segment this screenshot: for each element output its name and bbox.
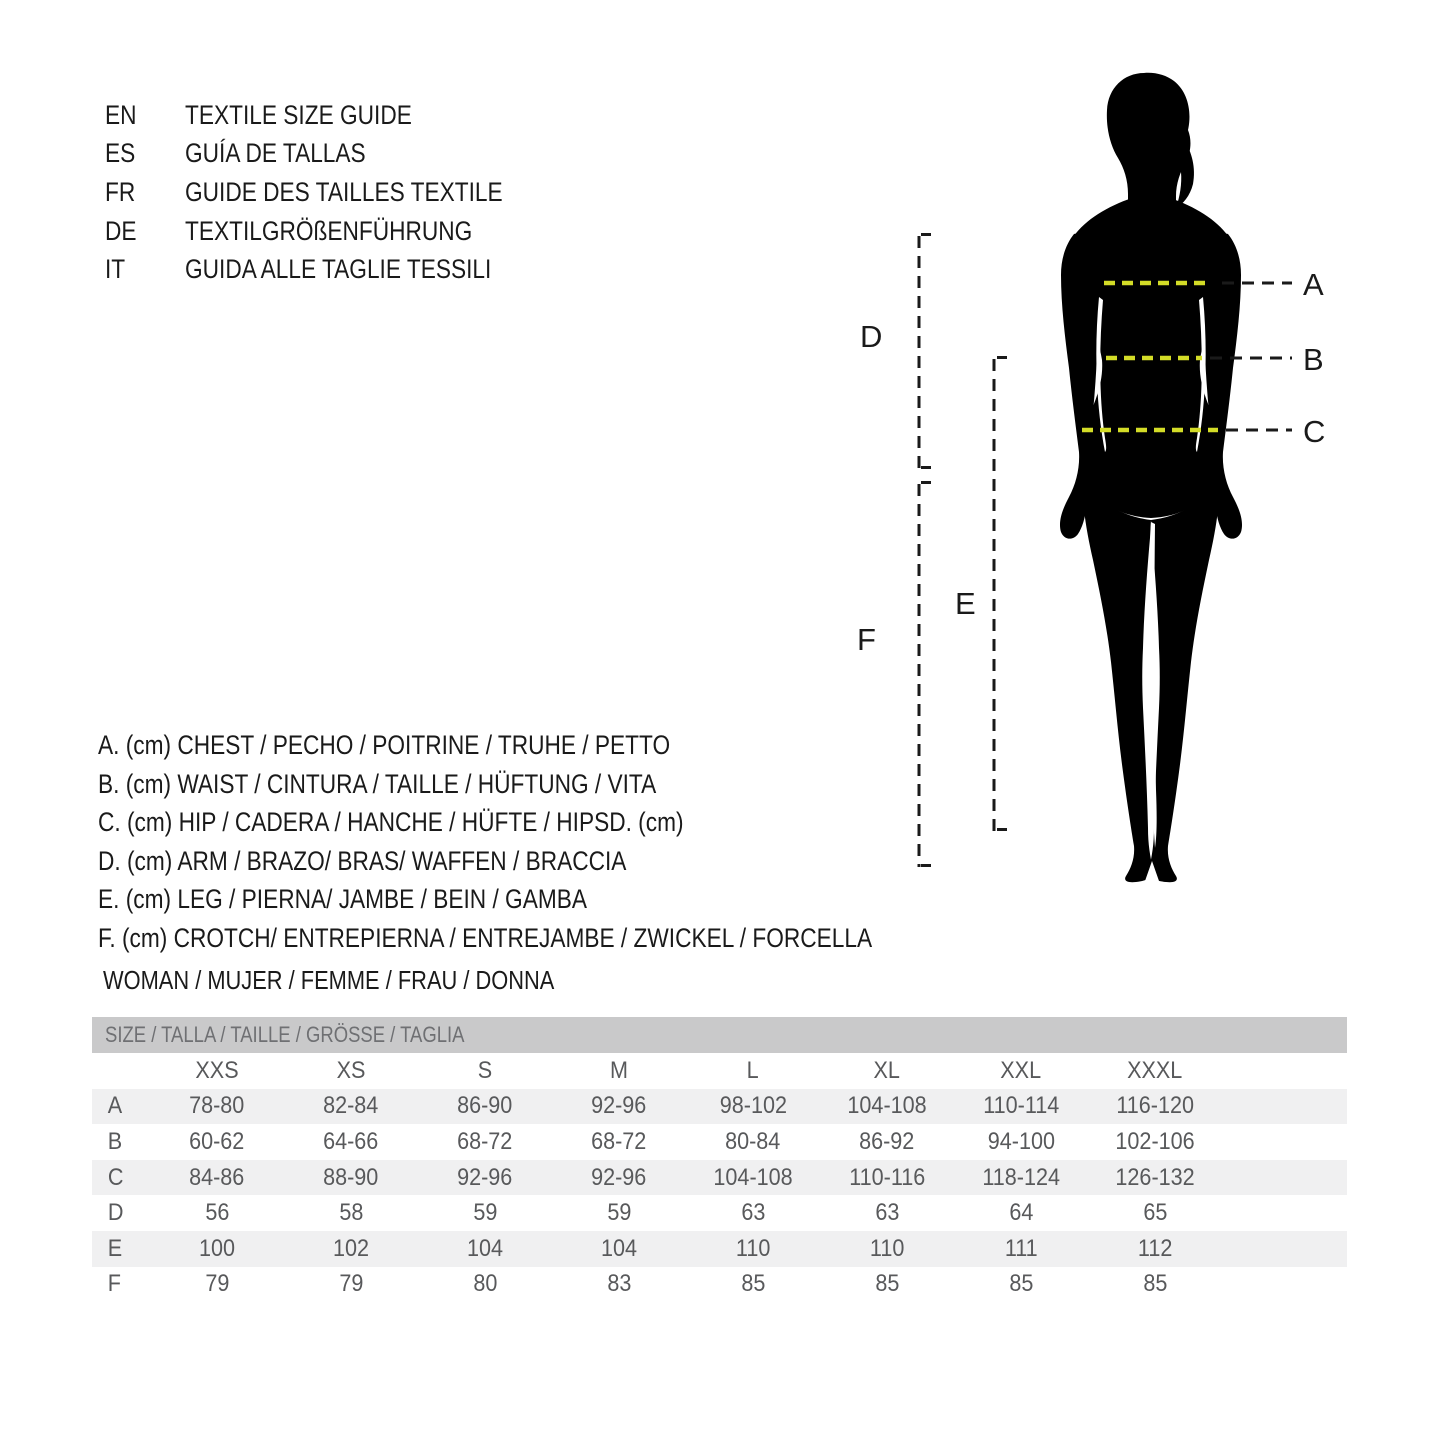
cell-e-xl: 110: [869, 1234, 905, 1262]
cell-d-m: 59: [606, 1199, 632, 1227]
cell-c-xxl: 118-124: [982, 1163, 1060, 1191]
gender-line: WOMAN / MUJER / FEMME / FRAU / DONNA: [103, 965, 555, 995]
cell-f-xxs: 79: [204, 1270, 230, 1298]
cell-d-xxs: 56: [204, 1199, 230, 1227]
row-label-b: B: [107, 1127, 123, 1155]
lang-code-fr: FR: [105, 176, 136, 207]
cell-d-s: 59: [472, 1199, 498, 1227]
cell-f-l: 85: [740, 1270, 766, 1298]
cell-c-xxxl: 126-132: [1115, 1163, 1195, 1191]
measurement-legend: [98, 726, 1020, 958]
cell-a-l: 98-102: [719, 1092, 787, 1120]
label-chest-a: A: [1303, 267, 1324, 302]
cell-e-l: 110: [735, 1234, 771, 1262]
cell-c-s: 92-96: [457, 1163, 513, 1191]
label-arm-d: D: [860, 319, 883, 354]
arm-measure-tick-top: [921, 233, 931, 236]
table-row-c: [92, 1160, 1347, 1196]
cell-d-xxl: 64: [1008, 1199, 1034, 1227]
lang-title-es: GUÍA DE TALLAS: [185, 138, 366, 169]
cell-d-xxxl: 65: [1142, 1199, 1168, 1227]
cell-c-xs: 88-90: [323, 1163, 379, 1191]
table-row-e: [92, 1231, 1347, 1267]
cell-f-xxl: 85: [1008, 1270, 1034, 1298]
label-waist-b: B: [1303, 342, 1324, 377]
lang-code-it: IT: [105, 254, 126, 285]
cell-b-xs: 64-66: [323, 1127, 379, 1155]
lang-code-en: EN: [105, 99, 137, 130]
col-header-m: M: [610, 1056, 628, 1084]
size-table-title: SIZE / TALLA / TAILLE / GRÖSSE / TAGLIA: [105, 1022, 465, 1047]
cell-b-xxl: 94-100: [987, 1127, 1055, 1155]
cell-f-xs: 79: [338, 1270, 364, 1298]
arm-measure-tick-bottom: [921, 466, 931, 469]
cell-e-xxxl: 112: [1137, 1234, 1173, 1262]
row-label-e: E: [107, 1234, 123, 1262]
cell-e-xxl: 111: [1004, 1234, 1038, 1262]
row-label-f: F: [107, 1270, 121, 1298]
lang-title-de: TEXTILGRÖßENFÜHRUNG: [185, 215, 473, 246]
cell-e-s: 104: [466, 1234, 504, 1262]
woman-silhouette: [1060, 73, 1242, 882]
legend-leg: E. (cm) LEG / PIERNA/ JAMBE / BEIN / GAMBA: [98, 884, 587, 915]
cell-f-m: 83: [606, 1270, 632, 1298]
cell-a-s: 86-90: [457, 1092, 513, 1120]
col-header-l: L: [746, 1056, 760, 1084]
cell-f-xxxl: 85: [1142, 1270, 1168, 1298]
cell-c-xxs: 84-86: [189, 1163, 245, 1191]
cell-b-l: 80-84: [725, 1127, 781, 1155]
col-header-xxs: XXS: [195, 1056, 239, 1084]
lang-title-en: TEXTILE SIZE GUIDE: [185, 99, 412, 130]
legend-crotch: F. (cm) CROTCH/ ENTREPIERNA / ENTREJAMBE / ZWICKEL / FORCELLA: [98, 922, 873, 953]
cell-d-l: 63: [740, 1199, 766, 1227]
size-table: [92, 1017, 1347, 1302]
cell-a-m: 92-96: [591, 1092, 647, 1120]
cell-d-xl: 63: [874, 1199, 900, 1227]
table-row-f: [92, 1267, 1347, 1303]
cell-d-xs: 58: [338, 1199, 364, 1227]
cell-f-s: 80: [472, 1270, 498, 1298]
leg-measure-tick-top: [997, 356, 1007, 359]
table-row-a: [92, 1089, 1347, 1125]
lang-title-fr: GUIDE DES TAILLES TEXTILE: [185, 176, 503, 207]
lang-code-es: ES: [105, 138, 136, 169]
crotch-measure-tick-top: [921, 481, 931, 484]
size-table-header-row: [92, 1053, 1347, 1089]
cell-b-xxs: 60-62: [189, 1127, 245, 1155]
cell-a-xxs: 78-80: [189, 1092, 245, 1120]
table-row-d: [92, 1195, 1347, 1231]
cell-e-m: 104: [600, 1234, 638, 1262]
row-label-c: C: [107, 1163, 124, 1191]
cell-c-m: 92-96: [591, 1163, 647, 1191]
legend-chest: A. (cm) CHEST / PECHO / POITRINE / TRUHE / PETTO: [98, 730, 671, 760]
cell-a-xs: 82-84: [323, 1092, 379, 1120]
cell-e-xxs: 100: [198, 1234, 236, 1262]
cell-b-m: 68-72: [591, 1127, 647, 1155]
label-crotch-f: F: [857, 622, 876, 657]
label-leg-e: E: [955, 586, 976, 621]
cell-e-xs: 102: [332, 1234, 370, 1262]
lang-title-it: GUIDA ALLE TAGLIE TESSILI: [185, 254, 492, 285]
cell-b-xxxl: 102-106: [1115, 1127, 1195, 1155]
cell-b-s: 68-72: [457, 1127, 513, 1155]
legend-waist: B. (cm) WAIST / CINTURA / TAILLE / HÜFTUNG / VITA: [98, 768, 657, 799]
row-label-d: D: [107, 1199, 124, 1227]
col-header-s: S: [477, 1056, 493, 1084]
cell-c-xl: 110-116: [848, 1163, 926, 1191]
col-header-xxl: XXL: [1000, 1056, 1042, 1084]
label-hip-c: C: [1303, 414, 1326, 449]
cell-f-xl: 85: [874, 1270, 900, 1298]
cell-a-xl: 104-108: [847, 1092, 927, 1120]
cell-a-xxl: 110-114: [982, 1092, 1060, 1120]
cell-c-l: 104-108: [713, 1163, 793, 1191]
table-row-b: [92, 1124, 1347, 1160]
lang-code-de: DE: [105, 215, 137, 246]
col-header-xs: XS: [336, 1056, 366, 1084]
col-header-xxxl: XXXL: [1127, 1056, 1183, 1084]
legend-arm: D. (cm) ARM / BRAZO/ BRAS/ WAFFEN / BRACCIA: [98, 845, 627, 876]
cell-b-xl: 86-92: [859, 1127, 915, 1155]
row-label-a: A: [107, 1092, 123, 1120]
legend-hip: C. (cm) HIP / CADERA / HANCHE / HÜFTE / HIPSD. (cm): [98, 807, 684, 838]
col-header-xl: XL: [873, 1056, 901, 1084]
cell-a-xxxl: 116-120: [1116, 1092, 1194, 1120]
